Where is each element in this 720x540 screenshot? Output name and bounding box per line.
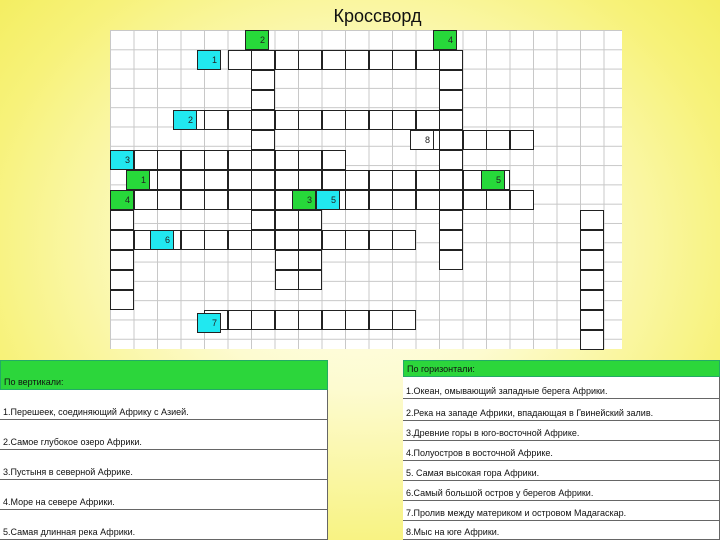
- clue-cell-3-vertical[interactable]: 3: [292, 190, 316, 210]
- vertical-clue-3: 3.Пустыня в северной Африке.: [0, 450, 328, 480]
- answer-cell[interactable]: [439, 130, 463, 150]
- answer-cell[interactable]: [369, 170, 393, 190]
- answer-cell[interactable]: [322, 50, 346, 70]
- answer-cell[interactable]: [439, 70, 463, 90]
- answer-cell[interactable]: [486, 190, 510, 210]
- answer-cell[interactable]: [110, 270, 134, 290]
- answer-cell[interactable]: [580, 310, 604, 330]
- answer-cell[interactable]: [416, 110, 440, 130]
- answer-cell[interactable]: [345, 190, 369, 210]
- answer-cell[interactable]: [369, 310, 393, 330]
- answer-cell[interactable]: [110, 250, 134, 270]
- answer-cell[interactable]: [298, 170, 322, 190]
- answer-cell[interactable]: [251, 190, 275, 210]
- answer-cell[interactable]: [251, 110, 275, 130]
- answer-cell[interactable]: [416, 170, 440, 190]
- answer-cell[interactable]: [110, 230, 134, 250]
- horizontal-clues-header: По горизонтали:: [403, 360, 720, 377]
- answer-cell[interactable]: [392, 190, 416, 210]
- answer-cell[interactable]: [110, 290, 134, 310]
- answer-cell[interactable]: [228, 310, 252, 330]
- answer-cell[interactable]: [392, 170, 416, 190]
- answer-cell[interactable]: [416, 190, 440, 210]
- answer-cell[interactable]: [298, 310, 322, 330]
- clue-cell-4-horizontal[interactable]: 4: [110, 190, 134, 210]
- clue-cell-1-horizontal[interactable]: 1: [197, 50, 221, 70]
- clue-cell-2-horizontal[interactable]: 2: [173, 110, 197, 130]
- answer-cell[interactable]: [510, 190, 534, 210]
- answer-cell[interactable]: [228, 170, 252, 190]
- answer-cell[interactable]: [181, 150, 205, 170]
- answer-cell[interactable]: [298, 50, 322, 70]
- answer-cell[interactable]: [251, 210, 275, 230]
- answer-cell[interactable]: [486, 130, 510, 150]
- answer-cell[interactable]: [251, 230, 275, 250]
- answer-cell[interactable]: [228, 50, 252, 70]
- answer-cell[interactable]: [369, 50, 393, 70]
- vertical-clue-5: 5.Самая длинная река Африки.: [0, 510, 328, 540]
- answer-cell[interactable]: [369, 230, 393, 250]
- answer-cell[interactable]: [369, 190, 393, 210]
- answer-cell[interactable]: [439, 190, 463, 210]
- horizontal-clue-5: 5. Самая высокая гора Африки.: [403, 461, 720, 481]
- answer-cell[interactable]: [298, 250, 322, 270]
- answer-cell[interactable]: [275, 270, 299, 290]
- answer-cell[interactable]: [204, 150, 228, 170]
- answer-cell[interactable]: [439, 150, 463, 170]
- answer-cell[interactable]: [275, 310, 299, 330]
- answer-cell[interactable]: [275, 170, 299, 190]
- answer-cell[interactable]: [439, 170, 463, 190]
- answer-cell[interactable]: [298, 110, 322, 130]
- horizontal-clue-1: 1.Океан, омывающий западные берега Африки.: [403, 377, 720, 399]
- answer-cell[interactable]: [392, 110, 416, 130]
- answer-cell[interactable]: [463, 130, 487, 150]
- answer-cell[interactable]: [439, 50, 463, 70]
- clue-cell-5-horizontal[interactable]: 5: [316, 190, 340, 210]
- answer-cell[interactable]: [251, 50, 275, 70]
- answer-cell[interactable]: [275, 150, 299, 170]
- answer-cell[interactable]: [439, 90, 463, 110]
- horizontal-clues-panel: [403, 360, 720, 540]
- answer-cell[interactable]: [157, 170, 181, 190]
- clue-cell-7-horizontal[interactable]: 7: [197, 313, 221, 333]
- answer-cell[interactable]: [157, 190, 181, 210]
- answer-cell[interactable]: [110, 210, 134, 230]
- clue-cell-1-vertical[interactable]: 1: [126, 170, 150, 190]
- answer-cell[interactable]: [392, 50, 416, 70]
- answer-cell[interactable]: [134, 190, 158, 210]
- vertical-clue-1: 1.Перешеек, соединяющий Африку с Азией.: [0, 390, 328, 420]
- answer-cell[interactable]: [251, 90, 275, 110]
- answer-cell[interactable]: [298, 210, 322, 230]
- answer-cell[interactable]: [439, 250, 463, 270]
- answer-cell[interactable]: [322, 310, 346, 330]
- answer-cell[interactable]: [439, 210, 463, 230]
- answer-cell[interactable]: [181, 190, 205, 210]
- horizontal-clue-4: 4.Полуостров в восточной Африке.: [403, 441, 720, 461]
- answer-cell[interactable]: [204, 230, 228, 250]
- clue-cell-3-horizontal[interactable]: 3: [110, 150, 134, 170]
- answer-cell[interactable]: [345, 310, 369, 330]
- answer-cell[interactable]: [298, 270, 322, 290]
- vertical-clues-panel: [0, 360, 328, 540]
- horizontal-clue-8: 8.Мыс на юге Африки.: [403, 521, 720, 540]
- answer-cell[interactable]: [580, 330, 604, 350]
- answer-cell[interactable]: [181, 170, 205, 190]
- clue-cell-8-horizontal[interactable]: 8: [410, 130, 434, 150]
- answer-cell[interactable]: [392, 230, 416, 250]
- answer-cell[interactable]: [251, 170, 275, 190]
- vertical-clue-4: 4.Море на севере Африки.: [0, 480, 328, 510]
- answer-cell[interactable]: [157, 150, 181, 170]
- answer-cell[interactable]: [204, 190, 228, 210]
- answer-cell[interactable]: [322, 110, 346, 130]
- answer-cell[interactable]: [228, 110, 252, 130]
- answer-cell[interactable]: [580, 230, 604, 250]
- answer-cell[interactable]: [275, 110, 299, 130]
- answer-cell[interactable]: [345, 110, 369, 130]
- answer-cell[interactable]: [204, 110, 228, 130]
- answer-cell[interactable]: [345, 170, 369, 190]
- clue-cell-4-vertical[interactable]: 4: [433, 30, 457, 50]
- answer-cell[interactable]: [275, 230, 299, 250]
- answer-cell[interactable]: [298, 230, 322, 250]
- answer-cell[interactable]: [463, 190, 487, 210]
- vertical-clue-2: 2.Самое глубокое озеро Африки.: [0, 420, 328, 450]
- answer-cell[interactable]: [580, 210, 604, 230]
- clue-cell-6-horizontal[interactable]: 6: [150, 230, 174, 250]
- answer-cell[interactable]: [580, 270, 604, 290]
- answer-cell[interactable]: [345, 50, 369, 70]
- answer-cell[interactable]: [251, 310, 275, 330]
- horizontal-clue-3: 3.Древние горы в юго-восточной Африке.: [403, 421, 720, 441]
- page-title: Кроссворд: [333, 6, 422, 26]
- answer-cell[interactable]: [275, 210, 299, 230]
- answer-cell[interactable]: [580, 290, 604, 310]
- answer-cell[interactable]: [298, 150, 322, 170]
- answer-cell[interactable]: [251, 130, 275, 150]
- answer-cell[interactable]: [251, 70, 275, 90]
- answer-cell[interactable]: [181, 230, 205, 250]
- answer-cell[interactable]: [322, 230, 346, 250]
- answer-cell[interactable]: [322, 170, 346, 190]
- answer-cell[interactable]: [204, 170, 228, 190]
- answer-cell[interactable]: [134, 150, 158, 170]
- answer-cell[interactable]: [345, 230, 369, 250]
- answer-cell[interactable]: [439, 230, 463, 250]
- clue-cell-2-vertical[interactable]: 2: [245, 30, 269, 50]
- answer-cell[interactable]: [416, 50, 440, 70]
- horizontal-clue-2: 2.Река на западе Африки, впадающая в Гвинейский залив.: [403, 399, 720, 421]
- vertical-clues-header: По вертикали:: [0, 360, 328, 390]
- answer-cell[interactable]: [228, 190, 252, 210]
- answer-cell[interactable]: [580, 250, 604, 270]
- answer-cell[interactable]: [510, 130, 534, 150]
- answer-cell[interactable]: [251, 150, 275, 170]
- answer-cell[interactable]: [228, 150, 252, 170]
- answer-cell[interactable]: [275, 50, 299, 70]
- answer-cell[interactable]: [275, 250, 299, 270]
- answer-cell[interactable]: [228, 230, 252, 250]
- answer-cell[interactable]: [439, 110, 463, 130]
- answer-cell[interactable]: [322, 150, 346, 170]
- clue-cell-5-vertical[interactable]: 5: [481, 170, 505, 190]
- answer-cell[interactable]: [369, 110, 393, 130]
- answer-cell[interactable]: [392, 310, 416, 330]
- horizontal-clue-7: 7.Пролив между материком и островом Мадагаскар.: [403, 501, 720, 521]
- horizontal-clue-6: 6.Самый большой остров у берегов Африки.: [403, 481, 720, 501]
